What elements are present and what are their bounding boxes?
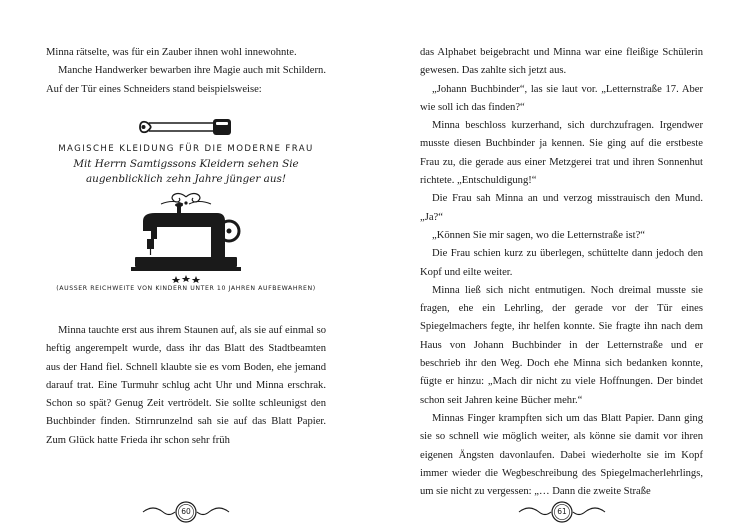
paragraph: Minna beschloss kurzerhand, sich durchzufragen. Irgendwer musste diesen Buchbinder ja kennen. Sie ging auf die erstbeste Frau zu, die gerade aus einer Metzgerei trat und ihren Sonnenhut richtete. „Entschuldigung!“ [420, 120, 703, 187]
right-text [420, 44, 703, 501]
left-top-text [46, 44, 326, 99]
right-page [375, 0, 750, 532]
safety-pin-icon [137, 116, 235, 138]
sign-slogan-line: augenblicklich zehn Jahre jünger aus! [85, 173, 287, 185]
tailor-sign [46, 116, 326, 292]
paragraph: Minnas Finger krampften sich um das Blatt Papier. Dann ging sie so schnell wie möglich weiter, als könne sie damit vor ihren eigenen Ängsten davonlaufen. Dabei wiederholte sie im Kopf immer wieder die Wegbeschreibung des Spiegelmacherlehrlings, um sie nicht zu vergessen: „… Dann die zweite Straße [420, 412, 703, 498]
sign-slogan-line: Mit Herrn Samtigssons Kleidern sehen Sie [73, 158, 299, 170]
sign-slogan [46, 157, 326, 187]
paragraph: Minna tauchte erst aus ihrem Staunen auf, als sie auf einmal so heftig angerempelt wurde, dass ihr das Blatt des Stadtbeamten aus der Hand fiel. Schnell klaubte sie es vom Boden, ehe jemand darauf trat. Eine Turmuhr schlug acht Uhr und Minna erschrak. Schon so spät? Genug Zeit vertrödelt. Sie sollte schleunigst den Buchbinder finden. Stirnrunzelnd sah sie auf das Blatt Papier. Zum Glück hatte Frieda ihr schon sehr früh [46, 325, 326, 446]
sign-heading: MAGISCHE KLEIDUNG FÜR DIE MODERNE FRAU [58, 144, 314, 154]
paragraph: Die Frau schien kurz zu überlegen, schüttelte dann jedoch den Kopf und eilte weiter. [420, 248, 703, 278]
paragraph: das Alphabet beigebracht und Minna war eine fleißige Schülerin gewesen. Das zahlte sich jetzt aus. [420, 47, 703, 77]
page-number-ornament [141, 500, 231, 524]
page-number: 61 [557, 507, 567, 516]
paragraph: Minna rätselte, was für ein Zauber ihnen wohl innewohnte. [46, 47, 297, 58]
page-number-ornament [517, 500, 607, 524]
page-number: 60 [181, 507, 191, 516]
paragraph: Minna ließ sich nicht entmutigen. Noch dreimal musste sie fragen, ehe ein Lehrling, der gerade vor der Tür eines Spiegelmachers fegte, ihr helfen konnte. Sie fragte ihn nach dem Haus von Johann Buchbinder in der Letternstraße und er beschrieb ihr den Weg. Doch ehe Minna sich bedanken konnte, fügte er hinzu: „Mach dir nicht zu viele Hoffnungen. Der bindet schon seit Jahren keine Bücher mehr.“ [420, 284, 703, 406]
sign-note: (AUSSER REICHWEITE VON KINDERN UNTER 10 JAHREN AUFBEWAHREN) [56, 285, 316, 292]
paragraph: „Johann Buchbinder“, las sie laut vor. „Letternstraße 17. Aber wie soll ich das finden?“ [420, 83, 703, 113]
paragraph: Die Frau sah Minna an und verzog misstrauisch den Mund. „Ja?“ [420, 193, 703, 223]
paragraph: „Können Sie mir sagen, wo die Letternstraße ist?“ [432, 229, 645, 241]
sewing-machine-icon [121, 191, 251, 283]
paragraph: Manche Handwerker bewarben ihre Magie auch mit Schildern. Auf der Tür eines Schneiders stand beispielsweise: [46, 65, 326, 95]
left-bottom-text [46, 322, 326, 450]
